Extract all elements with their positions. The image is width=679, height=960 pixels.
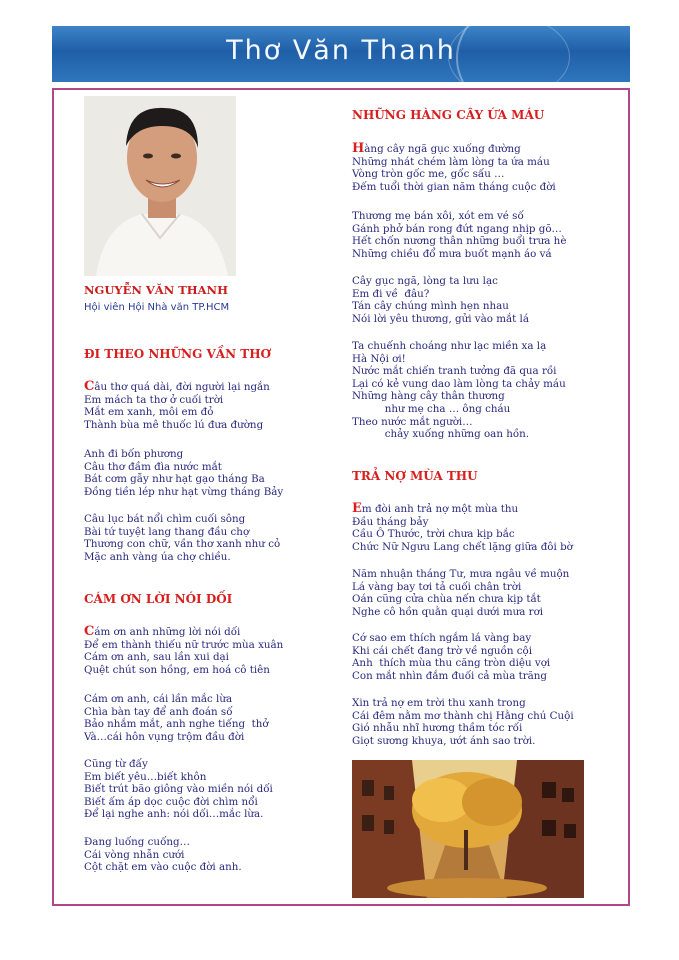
poem-stanza: Năm nhuận tháng Tư, mưa ngâu về muộn Lá vàng bay tơi tả cuối chân trời Oán cũng cửa chùa nến chưa kịp tắt Nghe cô hồn quằn quại dưới mưa rơi — [352, 568, 570, 618]
drop-cap: C — [84, 379, 95, 394]
poem-title: NHỮNG HÀNG CÂY ỨA MÁU — [352, 108, 545, 122]
poem-stanza: Cớ sao em thích ngắm lá vàng bay Khi cái chết đang trờ về nguồn cội Anh thích mùa thu căng tròn diệu vợi Con mắt nhìn đắm đuối cả mùa trăng — [352, 632, 551, 682]
author-photo — [84, 96, 236, 276]
poem-title: CÁM ƠN LỜI NÓI DỐI — [84, 592, 233, 606]
drop-cap: C — [84, 624, 95, 639]
poem-stanza: Thương mẹ bán xôi, xót em vé số Gánh phở bán rong đứt ngang nhịp gõ… Hết chốn nương thân những buổi trưa hè Những chiều đổ mưa buốt mạnh áo vá — [352, 210, 567, 260]
poem-stanza: Câu thơ quá dài, đời người lại ngắn Em mách ta thơ ở cuối trời Mắt em xanh, môi em đỏ Thành bùa mê thuốc lú đưa đường — [84, 379, 270, 431]
drop-cap: E — [352, 501, 362, 516]
poem-stanza: Cám ơn anh những lời nói dối Để em thành thiếu nữ trước mùa xuân Cám ơn anh, sau lần xui dại Quệt chút son hồng, em hoá cô tiên — [84, 624, 284, 676]
poem-stanza: Anh đi bốn phương Câu thơ đầm đìa nước mắt Bát cơm gẫy như hạt gạo tháng Ba Đồng tiền lép như hạt vừng tháng Bảy — [84, 448, 284, 498]
poem-stanza: Ta chuếnh choáng như lạc miền xa lạ Hà Nội ơi! Nước mắt chiến tranh tưởng đã qua rồi Lại có kẻ vung dao làm lòng ta chảy máu Những hàng cây thân thương như mẹ cha … ông cháu Theo nước mắt người… chảy xuống những oan hồn. — [352, 340, 566, 441]
poem-stanza: Hàng cây ngã gục xuống đường Những nhát chém làm lòng ta ứa máu Vòng tròn gốc me, gốc sấu … Đếm tuổi thời gian năm tháng cuộc đời — [352, 141, 556, 193]
page-title: Thơ Văn Thanh — [226, 35, 456, 66]
poem-stanza: Em đòi anh trả nợ một mùa thu Đầu tháng bảy Cầu Ô Thước, trời chưa kịp bắc Chức Nữ Ngưu Lang chết lặng giữa đôi bờ — [352, 501, 573, 553]
author-name: NGUYỄN VĂN THANH — [84, 283, 228, 297]
poem-stanza: Cũng từ đấy Em biết yêu…biết khôn Biết trút bão giông vào miền nói dối Biết ấm áp dọc cuộc đời chìm nổi Để lại nghe anh: nói dối…mắc lừa. — [84, 758, 273, 821]
poem-stanza: Câu lục bát nổi chìm cuối sông Bài tứ tuyệt lang thang đầu chợ Thương con chữ, vần thơ xanh như cỏ Mặc anh vàng úa chợ chiều. — [84, 513, 281, 563]
autumn-street-photo — [352, 760, 584, 898]
poem-stanza: Cây gục ngã, lòng ta lưu lạc Em đi về đâu? Tán cây chúng mình hẹn nhau Nói lời yêu thương, gửi vào mắt lá — [352, 275, 529, 325]
author-affiliation: Hội viên Hội Nhà văn TP.HCM — [84, 302, 230, 313]
poem-stanza: Xin trả nợ em trời thu xanh trong Cái đêm nằm mơ thành chị Hằng chú Cuội Gió nhẫu nhĩ hương thầm tóc rối Giọt sương khuya, ướt ánh sao trời. — [352, 697, 574, 747]
poem-stanza: Đang luống cuống… Cái vòng nhẫn cưới Cột chặt em vào cuộc đời anh. — [84, 836, 242, 874]
poem-title: TRẢ NỢ MÙA THU — [352, 469, 478, 483]
header-banner — [52, 26, 630, 82]
drop-cap: H — [352, 141, 365, 156]
poem-stanza: Cám ơn anh, cái lần mắc lừa Chìa bàn tay để anh đoán số Bảo nhắm mắt, anh nghe tiếng thở Và…cái hôn vụng trộm đầu đời — [84, 693, 269, 743]
poem-title: ĐI THEO NHỮNG VẦN THƠ — [84, 347, 271, 361]
